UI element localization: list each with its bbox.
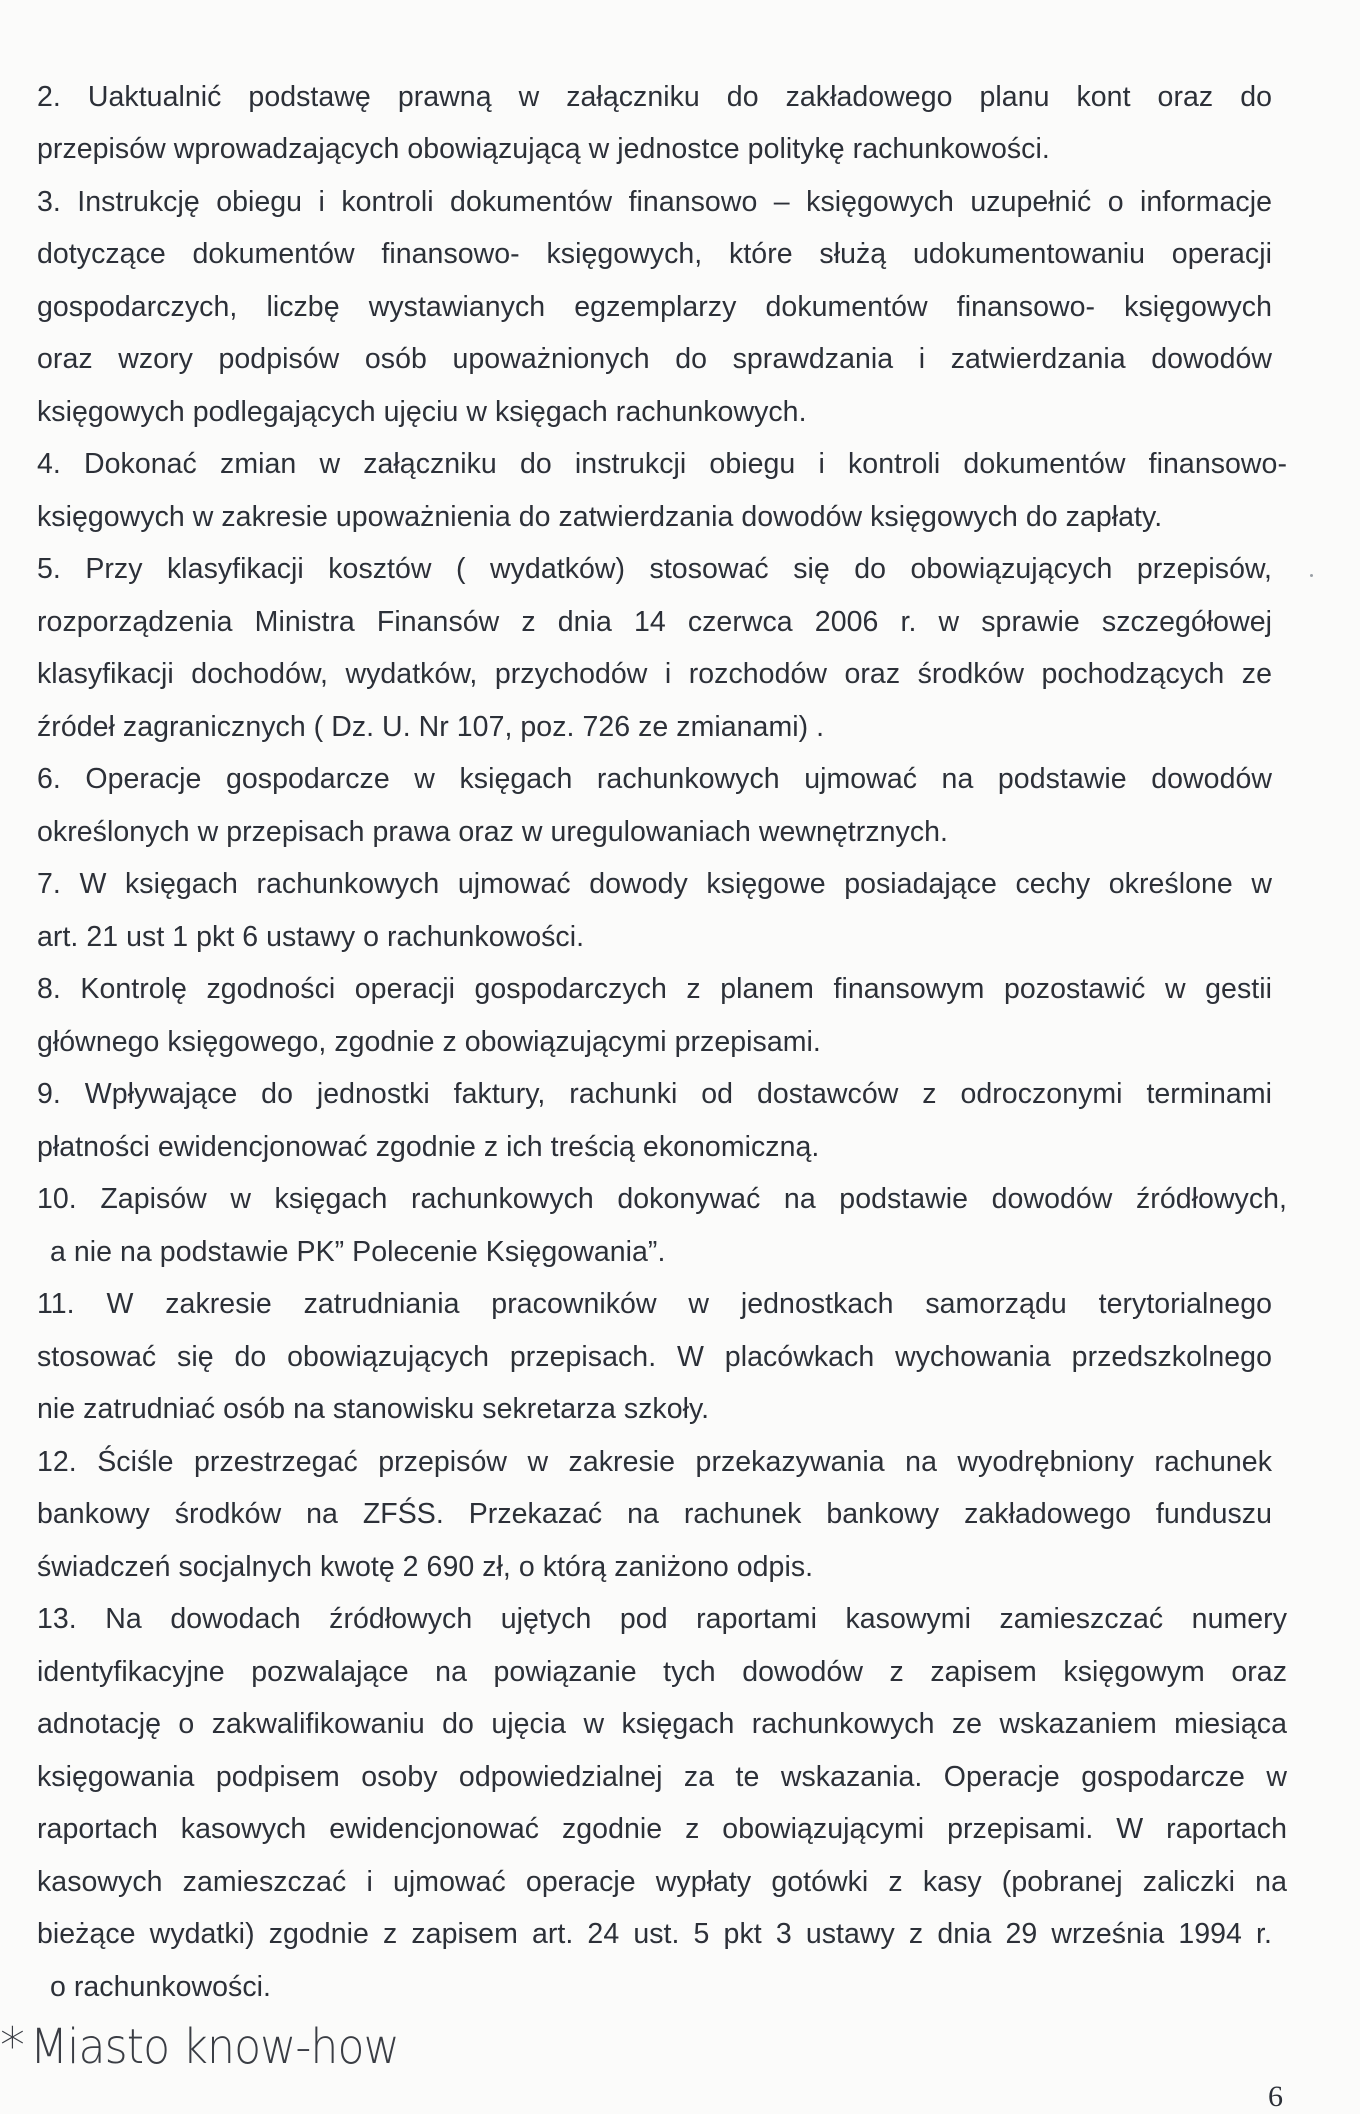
text-line: identyfikacyjne pozwalające na powiązanie tych dowodów z zapisem księgowym oraz xyxy=(37,1656,1287,1688)
text-line: gospodarczych, liczbę wystawianych egzemplarzy dokumentów finansowo- księgowych xyxy=(37,291,1272,323)
text-line: kasowych zamieszczać i ujmować operacje wypłaty gotówki z kasy (pobranej zaliczki na xyxy=(37,1866,1287,1898)
text-line: źródeł zagranicznych ( Dz. U. Nr 107, poz. 726 ze zmianami) . xyxy=(37,711,825,743)
text-line: 10. Zapisów w księgach rachunkowych dokonywać na podstawie dowodów źródłowych, xyxy=(37,1183,1287,1215)
text-line: dotyczące dokumentów finansowo- księgowych, które służą udokumentowaniu operacji xyxy=(37,238,1272,270)
asterisk-icon: * xyxy=(0,2017,24,2075)
text-line: 2. Uaktualnić podstawę prawną w załączniku do zakładowego planu kont oraz do xyxy=(37,81,1272,113)
text-line: 11. W zakresie zatrudniania pracowników w jednostkach samorządu terytorialnego xyxy=(37,1288,1272,1320)
text-line: oraz wzory podpisów osób upoważnionych do sprawdzania i zatwierdzania dowodów xyxy=(37,343,1272,375)
text-line: rozporządzenia Ministra Finansów z dnia 14 czerwca 2006 r. w sprawie szczegółowej xyxy=(37,606,1272,638)
text-line: raportach kasowych ewidencjonować zgodnie z obowiązującymi przepisami. W raportach xyxy=(37,1813,1287,1845)
text-line: bankowy środków na ZFŚS. Przekazać na rachunek bankowy zakładowego funduszu xyxy=(37,1498,1272,1530)
text-line: 9. Wpływające do jednostki faktury, rachunki od dostawców z odroczonymi terminami xyxy=(37,1078,1272,1110)
text-line: 8. Kontrolę zgodności operacji gospodarczych z planem finansowym pozostawić w gestii xyxy=(37,973,1272,1005)
text-line: 13. Na dowodach źródłowych ujętych pod raportami kasowymi zamieszczać numery xyxy=(37,1603,1287,1635)
text-line: 3. Instrukcję obiegu i kontroli dokumentów finansowo – księgowych uzupełnić o informacje xyxy=(37,186,1272,218)
text-line: 7. W księgach rachunkowych ujmować dowody księgowe posiadające cechy określone w xyxy=(37,868,1272,900)
text-line: świadczeń socjalnych kwotę 2 690 zł, o którą zaniżono odpis. xyxy=(37,1551,814,1583)
text-line: księgowych w zakresie upoważnienia do zatwierdzania dowodów księgowych do zapłaty. xyxy=(37,501,1163,533)
text-line: art. 21 ust 1 pkt 6 ustawy o rachunkowości. xyxy=(37,921,585,953)
text-line: bieżące wydatki) zgodnie z zapisem art. 24 ust. 5 pkt 3 ustawy z dnia 29 września 1994 r. xyxy=(37,1918,1272,1950)
text-line: 6. Operacje gospodarcze w księgach rachunkowych ujmować na podstawie dowodów xyxy=(37,763,1272,795)
text-line: 4. Dokonać zmian w załączniku do instrukcji obiegu i kontroli dokumentów finansowo- xyxy=(37,448,1287,480)
text-line: stosować się do obowiązujących przepisach. W placówkach wychowania przedszkolnego xyxy=(37,1341,1272,1373)
text-line: księgowych podlegających ujęciu w księgach rachunkowych. xyxy=(37,396,807,428)
text-line: 12. Ściśle przestrzegać przepisów w zakresie przekazywania na wyodrębniony rachunek xyxy=(37,1446,1272,1478)
text-line: nie zatrudniać osób na stanowisku sekretarza szkoły. xyxy=(37,1393,710,1425)
text-line: a nie na podstawie PK” Polecenie Księgowania”. xyxy=(50,1236,666,1268)
text-line: o rachunkowości. xyxy=(50,1971,271,2003)
text-line: 5. Przy klasyfikacji kosztów ( wydatków) stosować się do obowiązujących przepisów, xyxy=(37,553,1272,585)
text-line: adnotację o zakwalifikowaniu do ujęcia w księgach rachunkowych ze wskazaniem miesiąca xyxy=(37,1708,1287,1740)
text-line: głównego księgowego, zgodnie z obowiązującymi przepisami. xyxy=(37,1026,821,1058)
text-line: określonych w przepisach prawa oraz w uregulowaniach wewnętrznych. xyxy=(37,816,948,848)
text-line: płatności ewidencjonować zgodnie z ich treścią ekonomiczną. xyxy=(37,1131,820,1163)
page-number: 6 xyxy=(1268,2080,1283,2113)
logo-text: Miasto know-how xyxy=(30,2019,399,2075)
text-line: księgowania podpisem osoby odpowiedzialnej za te wskazania. Operacje gospodarcze w xyxy=(37,1761,1287,1793)
scan-speck xyxy=(1310,574,1313,577)
text-line: przepisów wprowadzających obowiązującą w jednostce politykę rachunkowości. xyxy=(37,133,1050,165)
text-line: klasyfikacji dochodów, wydatków, przychodów i rozchodów oraz środków pochodzących ze xyxy=(37,658,1272,690)
miasto-know-how-logo xyxy=(0,2018,431,2075)
